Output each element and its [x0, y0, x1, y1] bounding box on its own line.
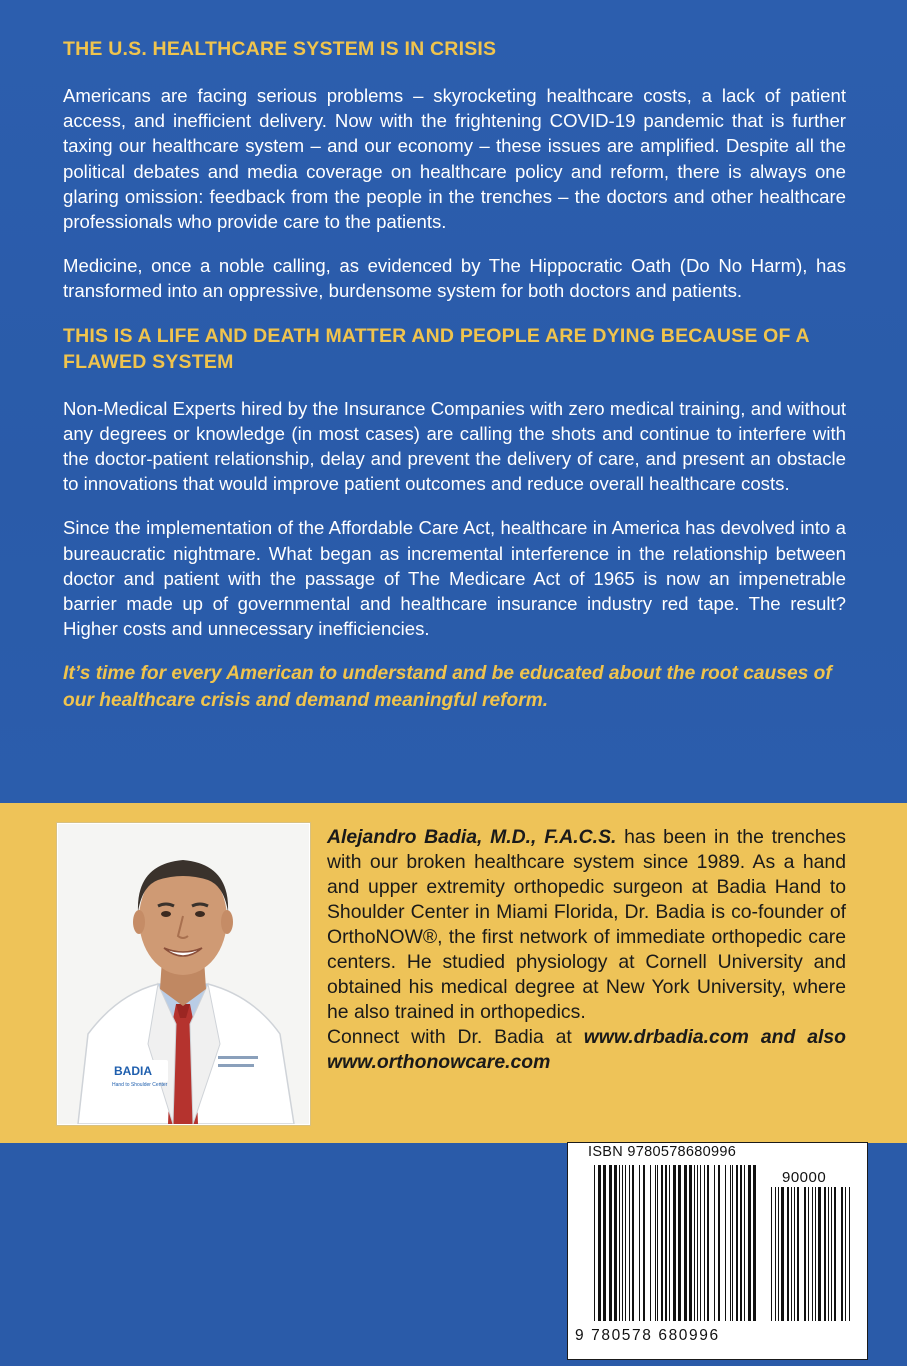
callout-reform: It’s time for every American to understand and be educated about the root causes of our healthcare crisis and demand meaningful reform. — [63, 663, 832, 712]
paragraph-non-medical-experts: Non-Medical Experts hired by the Insurance Companies with zero medical training, and without any degrees or knowledge (in most cases) are calling the shots and continue to interfere with the doctor-patient relationship, delay and prevent the delivery of care, and present an obstacle to innovations that would improve patient outcomes and reduce overall healthcare costs. — [63, 397, 846, 495]
section-heading-life-death: THIS IS A LIFE AND DEATH MATTER AND PEOPLE ARE DYING BECAUSE OF A FLAWED SYSTEM — [63, 324, 810, 373]
paragraph-medicine: Medicine, once a noble calling, as evidenced by The Hippocratic Oath (Do No Harm), has transformed into an oppressive, burdensome system for both doctors and patients. — [63, 255, 846, 302]
section-heading-crisis: THE U.S. HEALTHCARE SYSTEM IS IN CRISIS — [63, 38, 497, 60]
paragraph-problems: Americans are facing serious problems – skyrocketing healthcare costs, a lack of patient access, and inefficient delivery. Now with the frightening COVID-19 pandemic that is further taxing our healthcare system – and our economy – these issues are amplified. Despite all the political debates and media coverage on healthcare policy and reform, there is always one glaring omission: feedback from the people in the trenches – the doctors and other healthcare professionals who provide care to the patients. — [63, 85, 846, 233]
author-bio-text: has been in the trenches with our broken healthcare system since 1989. As a hand and upper extremity orthopedic surgeon at Badia Hand to Shoulder Center in Miami Florida, Dr. Badia is co-founder of OrthoNOW®, the first network of immediate orthopedic care centers. He studied physiology at Cornell University and obtained his medical degree at New York University, where he also trained in orthopedics. — [327, 826, 846, 1023]
connect-links[interactable]: www.drbadia.com and also www.orthonowcare.com — [327, 1026, 846, 1073]
author-name: Alejandro Badia, M.D., F.A.C.S. — [327, 826, 617, 848]
main-text-column — [63, 36, 846, 714]
author-bio — [327, 825, 846, 1075]
isbn-label: ISBN 9780578680996 — [588, 1144, 737, 1160]
badia-logo-subtext: Hand to Shoulder Center — [112, 1082, 168, 1088]
paragraph-affordable-care-act: Since the implementation of the Affordable Care Act, healthcare in America has devolved into a bureaucratic nightmare. What began as incremental interference in the relationship between doctor and patient with the passage of The Medicare Act of 1965 is now an impenetrable barrier made up of governmental and healthcare insurance industry red tape. The result? Higher costs and unnecessary inefficiencies. — [63, 517, 846, 640]
connect-prefix: Connect with Dr. Badia at — [327, 1026, 584, 1048]
author-photo — [57, 823, 310, 1125]
barcode-digits: 9 780578 680996 — [575, 1327, 720, 1344]
price-code: 90000 — [782, 1169, 827, 1186]
doctor-portrait-illustration — [58, 824, 309, 1124]
badia-logo-text: BADIA — [114, 1064, 152, 1078]
